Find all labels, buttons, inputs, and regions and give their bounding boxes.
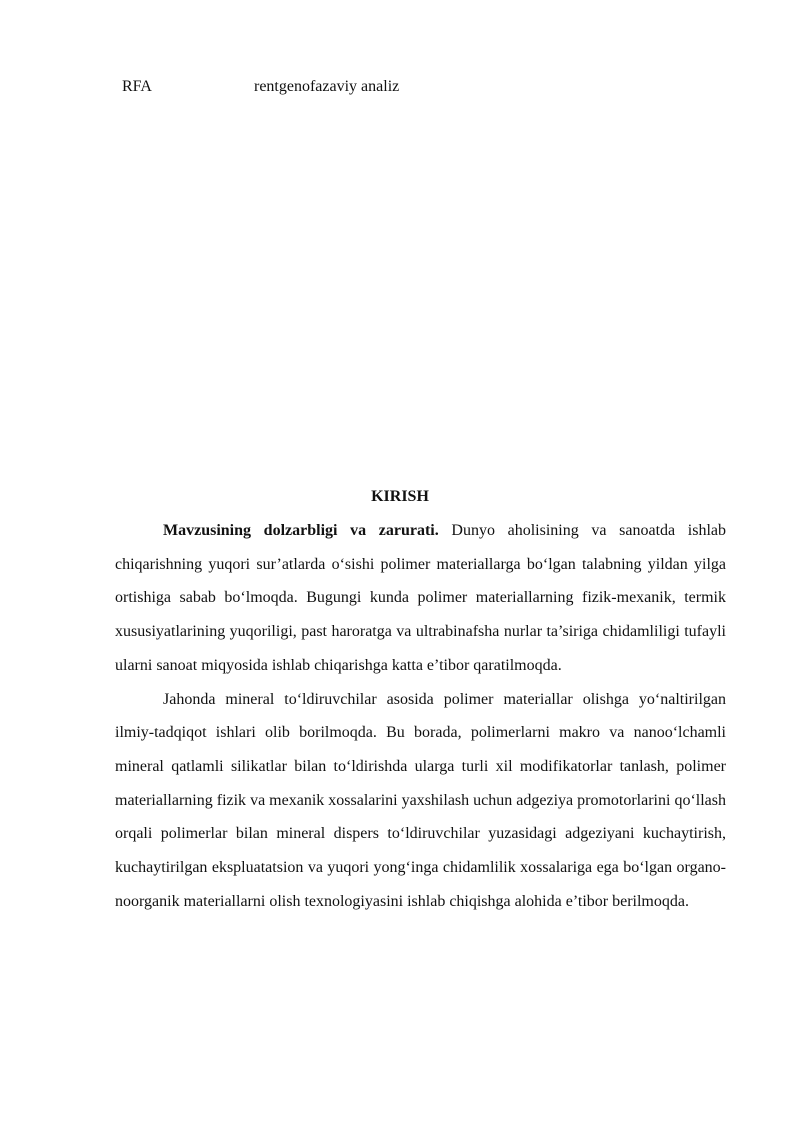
paragraph-text: Dunyo aholisining va sanoatda ishlab chiqarishning yuqori sur’atlarda o‘sishi polimer materiallarga bo‘lgan talabning yildan yilga ortishiga sabab bo‘lmoqda. Bugungi kunda polimer materiallarning fizik-mexanik, termik xususiyatlarining yuqoriligi, past haroratga va ultrabinafsha nurlar ta’siriga chidamliligi tufayli ularni sanoat miqyosida ishlab chiqarishga katta e’tibor qaratilmoqda. [115, 522, 726, 674]
abbreviation-definition: rentgenofazaviy analiz [254, 78, 400, 95]
abbreviation-key: RFA [122, 78, 152, 95]
paragraph-lead: Mavzusining dolzarbligi va zarurati. [163, 522, 439, 539]
paragraph-2 [115, 683, 726, 919]
section-heading: KIRISH [371, 488, 429, 505]
section-body [115, 514, 726, 918]
paragraph-text: Jahonda mineral to‘ldiruvchilar asosida polimer materiallar olishga yo‘naltirilgan ilmiy-tadqiqot ishlari olib borilmoqda. Bu borada, polimerlarni makro va nanoo‘lchamli mineral qatlamli silikatlar bilan to‘ldirishda ularga turli xil modifikatorlar tanlash, polimer materiallarning fizik va mexanik xossalarini yaxshilash uchun adgeziya promotorlarini qo‘llash orqali polimerlar bilan mineral dispers to‘ldiruvchilar yuzasidagi adgeziyani kuchaytirish, kuchaytirilgan ekspluatatsion va yuqori yong‘inga chidamlilik xossalariga ega bo‘lgan organo-noorganik materiallarni olish texnologiyasini ishlab chiqishga alohida e’tibor berilmoqda. [115, 690, 726, 910]
paragraph-1 [115, 514, 726, 683]
